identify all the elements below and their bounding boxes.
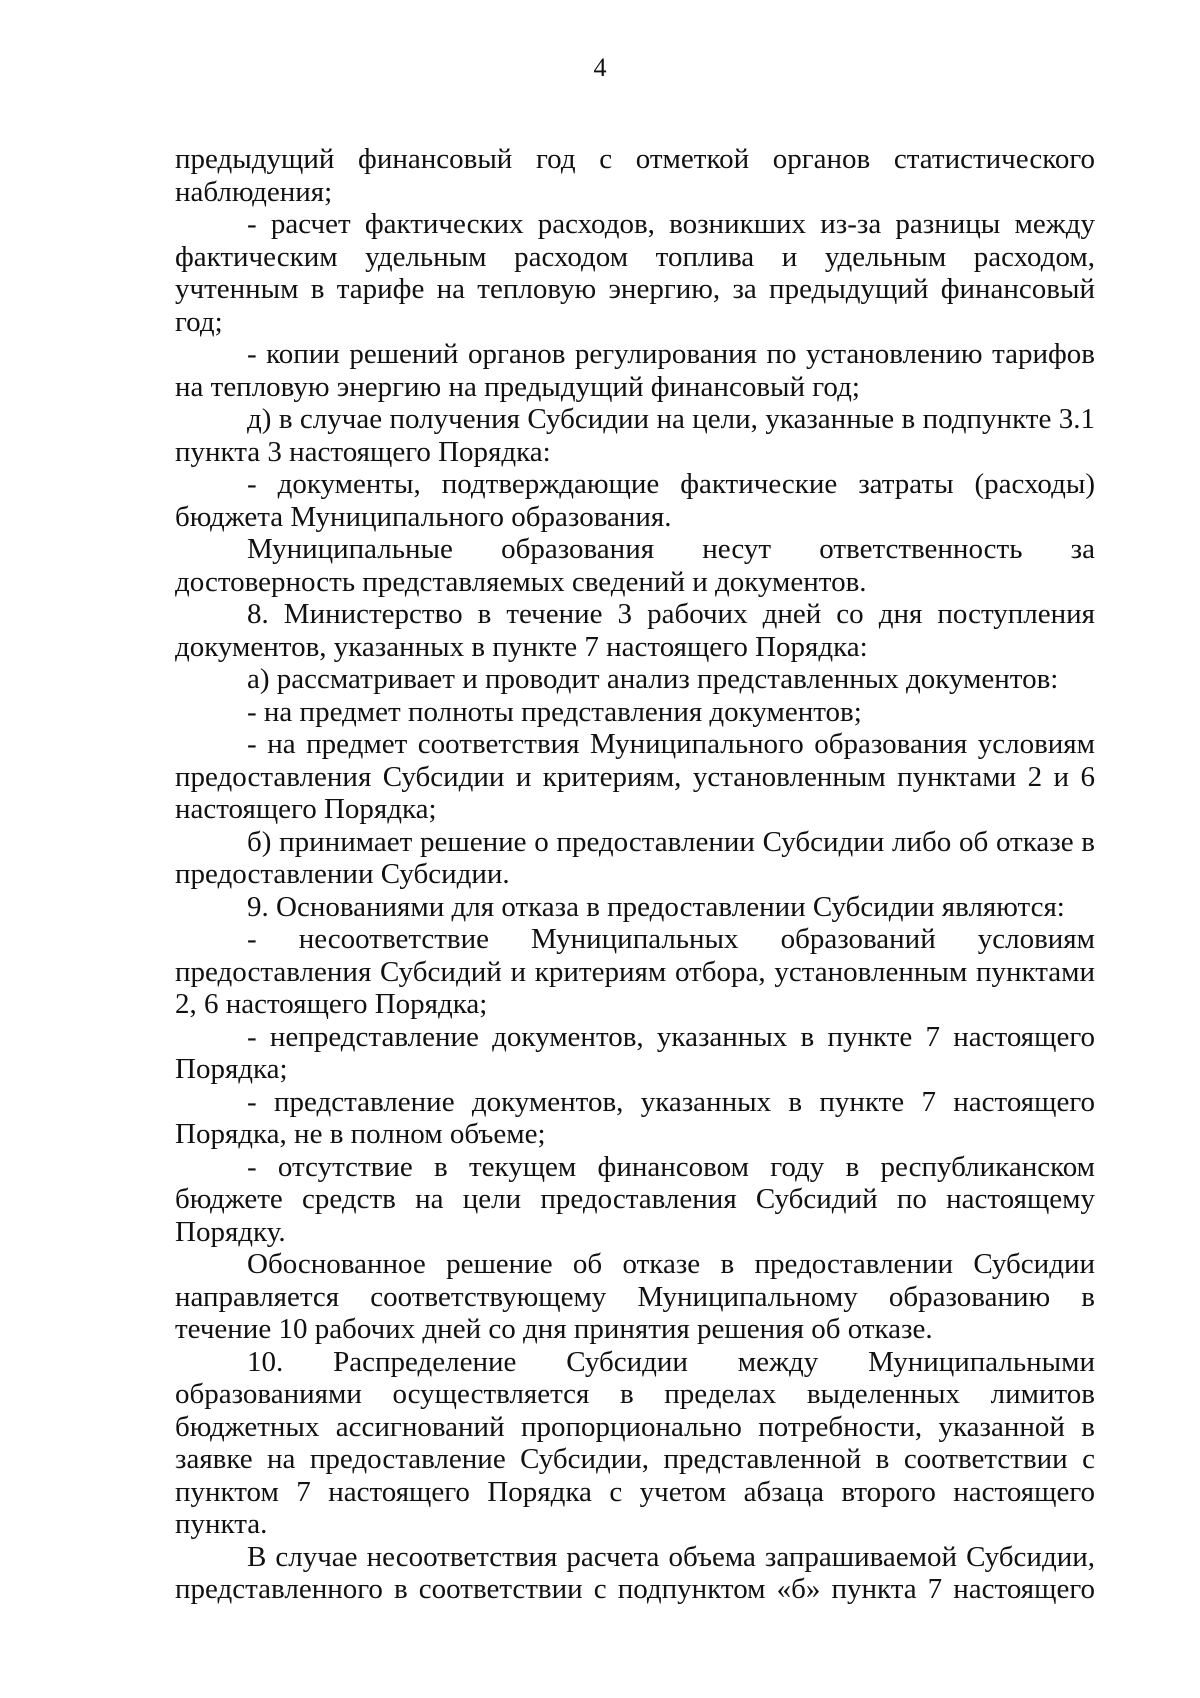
- paragraph: - документы, подтверждающие фактические затраты (расходы) бюджета Муниципального образования.: [175, 468, 1095, 533]
- paragraph: Обоснованное решение об отказе в предоставлении Субсидии направляется соответствующему Муниципальному образованию в течение 10 рабочих дней со дня принятия решения об отказе.: [175, 1248, 1095, 1345]
- paragraph: - копии решений органов регулирования по установлению тарифов на тепловую энергию на предыдущий финансовый год;: [175, 338, 1095, 403]
- paragraph: - непредставление документов, указанных в пункте 7 настоящего Порядка;: [175, 1020, 1095, 1085]
- document-body: [175, 143, 1095, 1606]
- paragraph: предыдущий финансовый год с отметкой органов статистического наблюдения;: [175, 143, 1095, 208]
- paragraph: а) рассматривает и проводит анализ представленных документов:: [247, 663, 1059, 695]
- paragraph: б) принимает решение о предоставлении Субсидии либо об отказе в предоставлении Субсидии.: [175, 825, 1095, 890]
- paragraph: - несоответствие Муниципальных образований условиям предоставления Субсидий и критериям отбора, установленным пунктами 2, 6 настоящего Порядка;: [175, 923, 1095, 1020]
- paragraph: - расчет фактических расходов, возникших из-за разницы между фактическим удельным расходом топлива и удельным расходом, учтенным в тарифе на тепловую энергию, за предыдущий финансовый год;: [175, 208, 1095, 338]
- paragraph: В случае несоответствия расчета объема запрашиваемой Субсидии, представленного в соответствии с подпунктом «б» пункта 7 настоящего: [175, 1540, 1095, 1605]
- paragraph: - отсутствие в текущем финансовом году в республиканском бюджете средств на цели предоставления Субсидий по настоящему Порядку.: [175, 1150, 1095, 1248]
- paragraph: Муниципальные образования несут ответственность за достоверность представляемых сведений и документов.: [175, 533, 1095, 598]
- paragraph: д) в случае получения Субсидии на цели, указанные в подпункте 3.1 пункта 3 настоящего Порядка:: [175, 403, 1095, 468]
- paragraph: 10. Распределение Субсидии между Муниципальными образованиями осуществляется в пределах выделенных лимитов бюджетных ассигнований пропорционально потребности, указанной в заявке на предоставление Субсидии, представленной в соответствии с пунктом 7 настоящего Порядка с учетом абзаца второго настоящего пункта.: [175, 1345, 1095, 1540]
- paragraph: - на предмет полноты представления документов;: [247, 695, 862, 728]
- paragraph: 9. Основаниями для отказа в предоставлении Субсидии являются:: [247, 890, 1065, 923]
- paragraph: - представление документов, указанных в пункте 7 настоящего Порядка, не в полном объеме;: [175, 1085, 1095, 1150]
- page-number: 4: [593, 53, 607, 82]
- paragraph: 8. Министерство в течение 3 рабочих дней со дня поступления документов, указанных в пункте 7 настоящего Порядка:: [175, 598, 1095, 663]
- paragraph: - на предмет соответствия Муниципального образования условиям предоставления Субсидии и критериям, установленным пунктами 2 и 6 настоящего Порядка;: [175, 728, 1095, 825]
